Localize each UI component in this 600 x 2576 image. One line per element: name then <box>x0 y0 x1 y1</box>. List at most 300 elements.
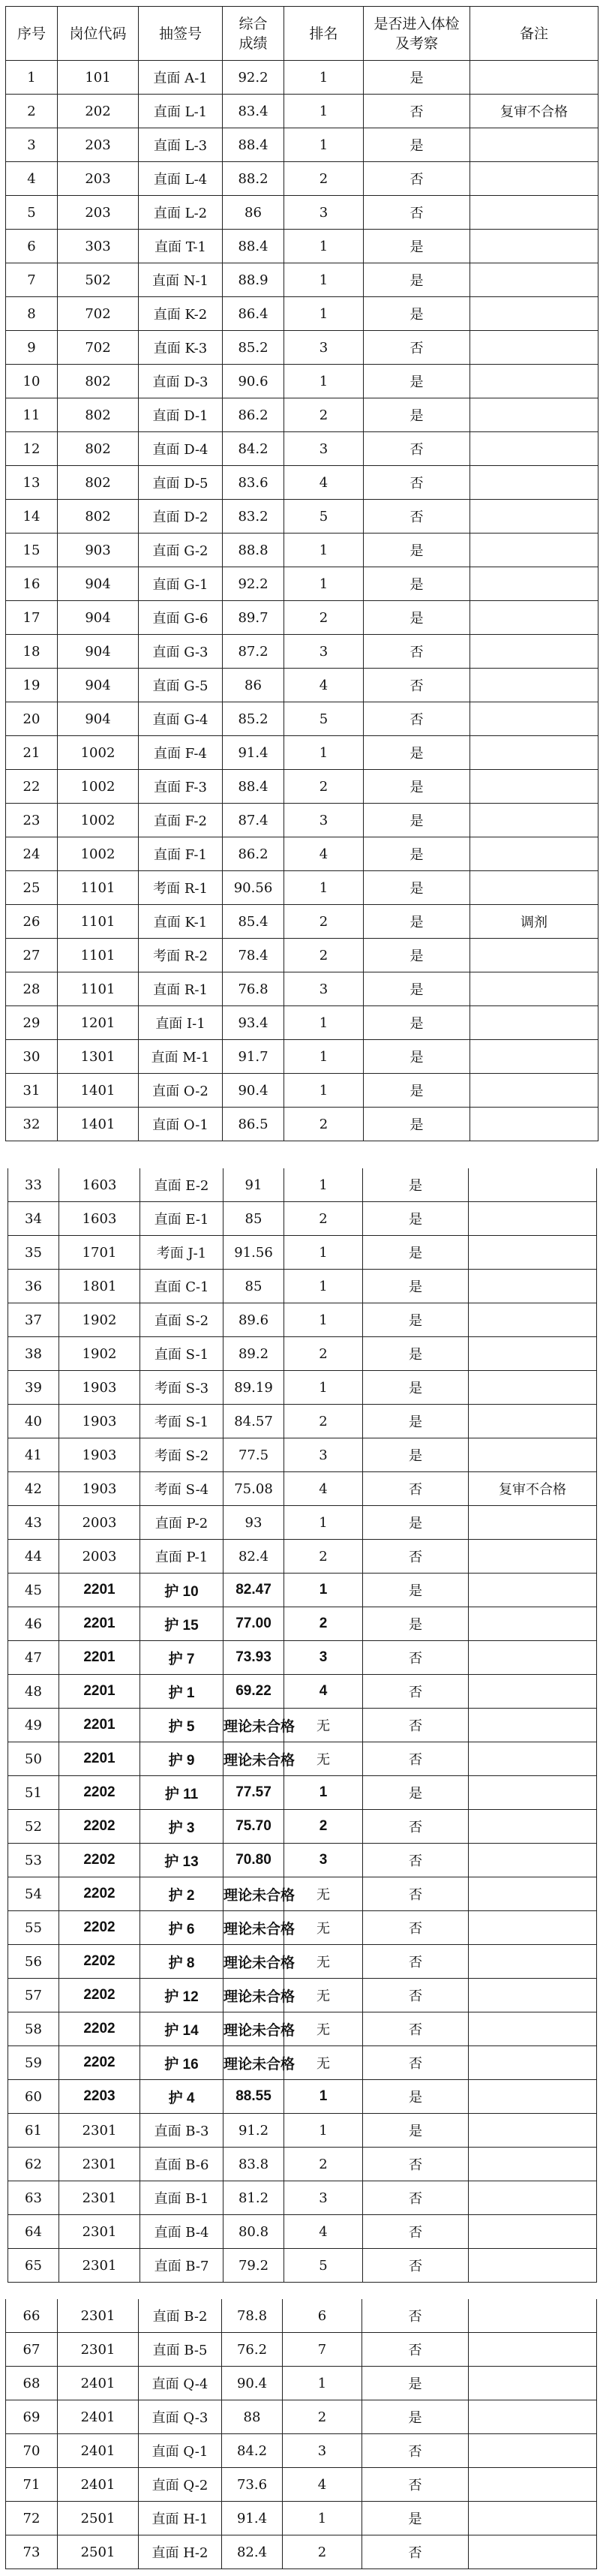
cell-enter-exam: 否 <box>363 1709 469 1742</box>
cell-lot-number: 护 4 <box>140 2080 224 2114</box>
cell-rank: 1 <box>284 61 364 95</box>
cell-position-code: 904 <box>58 635 139 669</box>
cell-position-code: 1902 <box>59 1337 140 1371</box>
cell-enter-exam: 是 <box>362 2400 469 2434</box>
cell-total-score: 85.4 <box>223 905 284 939</box>
cell-serial: 10 <box>6 365 58 398</box>
cell-enter-exam: 否 <box>363 2181 469 2215</box>
table-row <box>6 230 598 263</box>
cell-rank: 4 <box>284 837 364 871</box>
cell-lot-number: 直面 L-2 <box>139 196 223 230</box>
cell-enter-exam: 否 <box>363 2012 469 2046</box>
cell-remarks <box>469 2046 597 2080</box>
cell-rank: 1 <box>284 263 364 297</box>
table-row <box>6 635 598 669</box>
cell-rank: 1 <box>284 534 364 567</box>
cell-remarks <box>469 1540 597 1574</box>
table-row <box>6 871 598 905</box>
cell-position-code: 2201 <box>59 1675 140 1709</box>
table-row <box>8 1607 597 1641</box>
cell-position-code: 2401 <box>58 2434 139 2468</box>
cell-rank: 3 <box>284 432 364 466</box>
table-row <box>6 567 598 601</box>
cell-serial: 44 <box>8 1540 59 1574</box>
cell-serial: 15 <box>6 534 58 567</box>
cell-lot-number: 护 12 <box>140 1979 224 2012</box>
cell-enter-exam: 是 <box>364 1108 470 1141</box>
cell-lot-number: 直面 G-6 <box>139 601 223 635</box>
cell-rank: 5 <box>284 500 364 534</box>
cell-remarks <box>470 871 598 905</box>
cell-serial: 13 <box>6 466 58 500</box>
cell-position-code: 1002 <box>58 736 139 770</box>
cell-position-code: 702 <box>58 297 139 331</box>
cell-rank: 1 <box>284 230 364 263</box>
cell-lot-number: 直面 G-4 <box>139 702 223 736</box>
cell-remarks <box>469 1810 597 1844</box>
cell-serial: 17 <box>6 601 58 635</box>
results-table-page-3 <box>5 2299 597 2569</box>
cell-enter-exam: 是 <box>364 365 470 398</box>
cell-serial: 28 <box>6 972 58 1006</box>
cell-lot-number: 直面 B-4 <box>140 2215 224 2249</box>
cell-position-code: 1603 <box>59 1202 140 1236</box>
cell-lot-number: 护 10 <box>140 1574 224 1607</box>
cell-total-score: 85 <box>224 1202 284 1236</box>
table-row <box>6 1040 598 1074</box>
cell-lot-number: 直面 O-2 <box>139 1074 223 1108</box>
table-row <box>8 1337 597 1371</box>
cell-total-score: 82.4 <box>222 2535 283 2569</box>
cell-serial: 45 <box>8 1574 59 1607</box>
cell-position-code: 1903 <box>59 1438 140 1472</box>
cell-position-code: 303 <box>58 230 139 263</box>
cell-rank: 2 <box>284 905 364 939</box>
cell-rank: 1 <box>283 2502 362 2535</box>
cell-position-code: 1401 <box>58 1074 139 1108</box>
cell-remarks: 复审不合格 <box>469 1472 597 1506</box>
cell-position-code: 1301 <box>58 1040 139 1074</box>
cell-enter-exam: 否 <box>364 196 470 230</box>
cell-lot-number: 直面 P-1 <box>140 1540 224 1574</box>
table-row <box>6 432 598 466</box>
cell-total-score: 理论未合格 <box>224 1742 284 1776</box>
cell-lot-number: 直面 G-2 <box>139 534 223 567</box>
cell-remarks <box>469 2468 597 2502</box>
cell-serial: 65 <box>8 2249 59 2283</box>
cell-remarks <box>470 500 598 534</box>
cell-serial: 62 <box>8 2148 59 2181</box>
table-row <box>6 466 598 500</box>
cell-position-code: 2201 <box>59 1641 140 1675</box>
cell-remarks <box>469 1911 597 1945</box>
cell-enter-exam: 是 <box>364 61 470 95</box>
cell-enter-exam: 是 <box>364 263 470 297</box>
cell-remarks <box>469 1945 597 1979</box>
cell-rank: 无 <box>284 2012 363 2046</box>
header-rank: 排名 <box>284 7 364 61</box>
cell-rank: 1 <box>284 871 364 905</box>
cell-position-code: 802 <box>58 500 139 534</box>
cell-remarks <box>469 1168 597 1202</box>
cell-rank: 3 <box>284 972 364 1006</box>
cell-enter-exam: 是 <box>364 601 470 635</box>
cell-total-score: 87.4 <box>223 804 284 837</box>
cell-lot-number: 考面 S-2 <box>140 1438 224 1472</box>
cell-position-code: 203 <box>58 128 139 162</box>
header-remarks: 备注 <box>470 7 598 61</box>
cell-enter-exam: 否 <box>364 331 470 365</box>
cell-enter-exam: 是 <box>363 1236 469 1270</box>
cell-total-score: 88.2 <box>223 162 284 196</box>
cell-total-score: 89.7 <box>223 601 284 635</box>
cell-lot-number: 直面 I-1 <box>139 1006 223 1040</box>
cell-position-code: 2301 <box>59 2249 140 2283</box>
cell-rank: 3 <box>284 804 364 837</box>
cell-rank: 无 <box>284 1877 363 1911</box>
table-row <box>6 61 598 95</box>
cell-enter-exam: 否 <box>363 1911 469 1945</box>
cell-remarks <box>470 398 598 432</box>
cell-remarks <box>469 2434 597 2468</box>
cell-remarks <box>469 1979 597 2012</box>
cell-total-score: 77.57 <box>224 1776 284 1810</box>
table-row <box>6 702 598 736</box>
cell-total-score: 75.70 <box>224 1810 284 1844</box>
cell-lot-number: 护 14 <box>140 2012 224 2046</box>
cell-enter-exam: 否 <box>364 162 470 196</box>
cell-enter-exam: 是 <box>364 871 470 905</box>
cell-rank: 1 <box>284 1006 364 1040</box>
cell-total-score: 理论未合格 <box>224 1709 284 1742</box>
cell-enter-exam: 否 <box>364 466 470 500</box>
cell-remarks <box>469 1675 597 1709</box>
cell-enter-exam: 是 <box>364 972 470 1006</box>
cell-enter-exam: 是 <box>364 905 470 939</box>
cell-remarks <box>470 162 598 196</box>
cell-remarks <box>470 669 598 702</box>
cell-enter-exam: 否 <box>364 702 470 736</box>
cell-rank: 4 <box>283 2468 362 2502</box>
cell-enter-exam: 否 <box>363 1641 469 1675</box>
cell-serial: 29 <box>6 1006 58 1040</box>
cell-rank: 7 <box>283 2333 362 2367</box>
cell-enter-exam: 否 <box>362 2535 469 2569</box>
cell-enter-exam: 是 <box>364 770 470 804</box>
cell-serial: 22 <box>6 770 58 804</box>
cell-position-code: 2202 <box>59 1979 140 2012</box>
cell-total-score: 73.6 <box>222 2468 283 2502</box>
cell-total-score: 88.8 <box>223 534 284 567</box>
table-row <box>6 804 598 837</box>
cell-rank: 4 <box>284 466 364 500</box>
cell-total-score: 76.2 <box>222 2333 283 2367</box>
cell-serial: 18 <box>6 635 58 669</box>
cell-enter-exam: 否 <box>363 1472 469 1506</box>
cell-rank: 无 <box>284 1945 363 1979</box>
cell-enter-exam: 是 <box>364 230 470 263</box>
cell-serial: 52 <box>8 1810 59 1844</box>
cell-serial: 58 <box>8 2012 59 2046</box>
cell-rank: 1 <box>284 1371 363 1405</box>
cell-lot-number: 考面 R-1 <box>139 871 223 905</box>
cell-position-code: 202 <box>58 95 139 128</box>
cell-enter-exam: 是 <box>363 1438 469 1472</box>
cell-rank: 1 <box>284 297 364 331</box>
cell-rank: 2 <box>284 939 364 972</box>
cell-rank: 1 <box>284 567 364 601</box>
cell-rank: 1 <box>284 1303 363 1337</box>
cell-enter-exam: 否 <box>363 1877 469 1911</box>
cell-enter-exam: 是 <box>364 1006 470 1040</box>
cell-position-code: 904 <box>58 601 139 635</box>
cell-enter-exam: 是 <box>363 1405 469 1438</box>
cell-rank: 无 <box>284 1911 363 1945</box>
cell-remarks <box>470 770 598 804</box>
cell-lot-number: 直面 M-1 <box>139 1040 223 1074</box>
cell-total-score: 86.4 <box>223 297 284 331</box>
cell-total-score: 90.4 <box>222 2367 283 2400</box>
cell-position-code: 1201 <box>58 1006 139 1040</box>
cell-rank: 2 <box>284 1202 363 1236</box>
cell-remarks <box>470 466 598 500</box>
cell-serial: 73 <box>6 2535 58 2569</box>
cell-serial: 4 <box>6 162 58 196</box>
results-table-page-1 <box>5 6 598 1141</box>
cell-total-score: 85 <box>224 1270 284 1303</box>
cell-rank: 1 <box>284 736 364 770</box>
cell-rank: 1 <box>284 365 364 398</box>
cell-position-code: 1002 <box>58 770 139 804</box>
cell-lot-number: 直面 T-1 <box>139 230 223 263</box>
cell-position-code: 2202 <box>59 1911 140 1945</box>
cell-remarks <box>470 1040 598 1074</box>
cell-rank: 2 <box>284 601 364 635</box>
cell-remarks <box>469 2012 597 2046</box>
cell-enter-exam: 是 <box>364 939 470 972</box>
cell-rank: 4 <box>284 1675 363 1709</box>
table-row <box>6 365 598 398</box>
cell-position-code: 2202 <box>59 1945 140 1979</box>
cell-total-score: 83.8 <box>224 2148 284 2181</box>
cell-serial: 47 <box>8 1641 59 1675</box>
cell-position-code: 1002 <box>58 837 139 871</box>
cell-total-score: 91.56 <box>224 1236 284 1270</box>
cell-total-score: 73.93 <box>224 1641 284 1675</box>
cell-serial: 56 <box>8 1945 59 1979</box>
table-row <box>6 669 598 702</box>
table-row <box>6 736 598 770</box>
cell-remarks <box>469 1776 597 1810</box>
cell-remarks <box>469 1641 597 1675</box>
cell-remarks <box>470 61 598 95</box>
cell-remarks <box>469 1270 597 1303</box>
cell-lot-number: 直面 O-1 <box>139 1108 223 1141</box>
cell-rank: 4 <box>284 2215 363 2249</box>
cell-position-code: 903 <box>58 534 139 567</box>
cell-lot-number: 直面 H-1 <box>139 2502 222 2535</box>
cell-position-code: 2202 <box>59 2012 140 2046</box>
cell-lot-number: 直面 D-4 <box>139 432 223 466</box>
cell-enter-exam: 是 <box>364 398 470 432</box>
table-row <box>8 1844 597 1877</box>
cell-remarks <box>469 2249 597 2283</box>
cell-position-code: 2202 <box>59 1776 140 1810</box>
cell-remarks <box>470 432 598 466</box>
cell-position-code: 101 <box>58 61 139 95</box>
table-row <box>8 1506 597 1540</box>
cell-serial: 34 <box>8 1202 59 1236</box>
cell-serial: 54 <box>8 1877 59 1911</box>
table-row <box>6 398 598 432</box>
cell-total-score: 86 <box>223 669 284 702</box>
cell-total-score: 93.4 <box>223 1006 284 1040</box>
cell-lot-number: 直面 S-2 <box>140 1303 224 1337</box>
cell-enter-exam: 是 <box>363 1202 469 1236</box>
cell-lot-number: 护 5 <box>140 1709 224 1742</box>
cell-rank: 2 <box>284 1405 363 1438</box>
cell-lot-number: 护 16 <box>140 2046 224 2080</box>
cell-rank: 2 <box>284 1337 363 1371</box>
cell-total-score: 75.08 <box>224 1472 284 1506</box>
cell-lot-number: 直面 B-1 <box>140 2181 224 2215</box>
cell-position-code: 2301 <box>59 2114 140 2148</box>
cell-serial: 63 <box>8 2181 59 2215</box>
cell-total-score: 92.2 <box>223 61 284 95</box>
cell-position-code: 2203 <box>59 2080 140 2114</box>
cell-position-code: 1401 <box>58 1108 139 1141</box>
table-row <box>8 2148 597 2181</box>
cell-total-score: 88.4 <box>223 128 284 162</box>
cell-remarks <box>469 1506 597 1540</box>
table-row <box>8 2012 597 2046</box>
cell-lot-number: 直面 D-3 <box>139 365 223 398</box>
cell-rank: 5 <box>284 2249 363 2283</box>
cell-lot-number: 护 7 <box>140 1641 224 1675</box>
cell-lot-number: 护 6 <box>140 1911 224 1945</box>
cell-total-score: 84.2 <box>222 2434 283 2468</box>
cell-lot-number: 直面 G-5 <box>139 669 223 702</box>
cell-remarks <box>470 196 598 230</box>
cell-remarks <box>469 1438 597 1472</box>
cell-lot-number: 直面 P-2 <box>140 1506 224 1540</box>
cell-enter-exam: 否 <box>363 1810 469 1844</box>
cell-rank: 3 <box>284 1844 363 1877</box>
cell-rank: 2 <box>283 2400 362 2434</box>
cell-lot-number: 直面 Q-1 <box>139 2434 222 2468</box>
cell-total-score: 89.6 <box>224 1303 284 1337</box>
cell-position-code: 2301 <box>58 2333 139 2367</box>
cell-rank: 2 <box>284 1607 363 1641</box>
cell-rank: 1 <box>284 1270 363 1303</box>
cell-serial: 11 <box>6 398 58 432</box>
table-row <box>6 939 598 972</box>
cell-remarks <box>469 2148 597 2181</box>
cell-serial: 42 <box>8 1472 59 1506</box>
table-row <box>8 1776 597 1810</box>
cell-serial: 41 <box>8 1438 59 1472</box>
cell-position-code: 1903 <box>59 1472 140 1506</box>
cell-remarks <box>470 534 598 567</box>
cell-position-code: 802 <box>58 365 139 398</box>
cell-position-code: 2202 <box>59 2046 140 2080</box>
cell-remarks <box>469 1742 597 1776</box>
cell-serial: 51 <box>8 1776 59 1810</box>
cell-position-code: 2401 <box>58 2367 139 2400</box>
cell-remarks <box>470 837 598 871</box>
cell-total-score: 理论未合格 <box>224 2012 284 2046</box>
cell-serial: 36 <box>8 1270 59 1303</box>
cell-serial: 60 <box>8 2080 59 2114</box>
cell-remarks <box>469 2215 597 2249</box>
cell-lot-number: 直面 K-3 <box>139 331 223 365</box>
cell-total-score: 87.2 <box>223 635 284 669</box>
table-row <box>8 1810 597 1844</box>
cell-enter-exam: 否 <box>363 2148 469 2181</box>
table-row <box>8 1405 597 1438</box>
cell-total-score: 78.8 <box>222 2299 283 2333</box>
cell-serial: 46 <box>8 1607 59 1641</box>
cell-total-score: 理论未合格 <box>224 1911 284 1945</box>
cell-remarks <box>470 365 598 398</box>
cell-position-code: 2202 <box>59 1877 140 1911</box>
table-row <box>6 2367 597 2400</box>
cell-remarks <box>470 736 598 770</box>
cell-enter-exam: 是 <box>363 1574 469 1607</box>
cell-serial: 23 <box>6 804 58 837</box>
cell-remarks <box>470 230 598 263</box>
cell-enter-exam: 是 <box>364 128 470 162</box>
cell-serial: 48 <box>8 1675 59 1709</box>
cell-position-code: 904 <box>58 567 139 601</box>
table-row <box>6 2468 597 2502</box>
cell-remarks <box>469 1337 597 1371</box>
cell-lot-number: 直面 F-1 <box>139 837 223 871</box>
cell-rank: 2 <box>284 2148 363 2181</box>
cell-enter-exam: 是 <box>363 1371 469 1405</box>
cell-position-code: 2301 <box>58 2299 139 2333</box>
cell-enter-exam: 否 <box>363 2215 469 2249</box>
header-serial: 序号 <box>6 7 58 61</box>
cell-rank: 1 <box>284 1506 363 1540</box>
cell-total-score: 91.4 <box>222 2502 283 2535</box>
cell-remarks <box>470 972 598 1006</box>
table-row <box>8 1911 597 1945</box>
cell-rank: 1 <box>284 1040 364 1074</box>
cell-serial: 57 <box>8 1979 59 2012</box>
table-row <box>6 1006 598 1040</box>
cell-lot-number: 直面 R-1 <box>139 972 223 1006</box>
cell-lot-number: 直面 B-7 <box>140 2249 224 2283</box>
cell-lot-number: 直面 F-2 <box>139 804 223 837</box>
cell-position-code: 2401 <box>58 2468 139 2502</box>
cell-serial: 20 <box>6 702 58 736</box>
cell-position-code: 1903 <box>59 1371 140 1405</box>
cell-total-score: 理论未合格 <box>224 1945 284 1979</box>
cell-rank: 1 <box>284 1236 363 1270</box>
cell-position-code: 802 <box>58 398 139 432</box>
cell-remarks <box>469 1405 597 1438</box>
cell-serial: 5 <box>6 196 58 230</box>
cell-rank: 3 <box>284 196 364 230</box>
cell-enter-exam: 是 <box>363 1270 469 1303</box>
cell-lot-number: 直面 H-2 <box>139 2535 222 2569</box>
cell-total-score: 86.2 <box>223 398 284 432</box>
cell-total-score: 83.2 <box>223 500 284 534</box>
cell-rank: 1 <box>284 1574 363 1607</box>
cell-remarks <box>469 1607 597 1641</box>
cell-enter-exam: 是 <box>364 567 470 601</box>
